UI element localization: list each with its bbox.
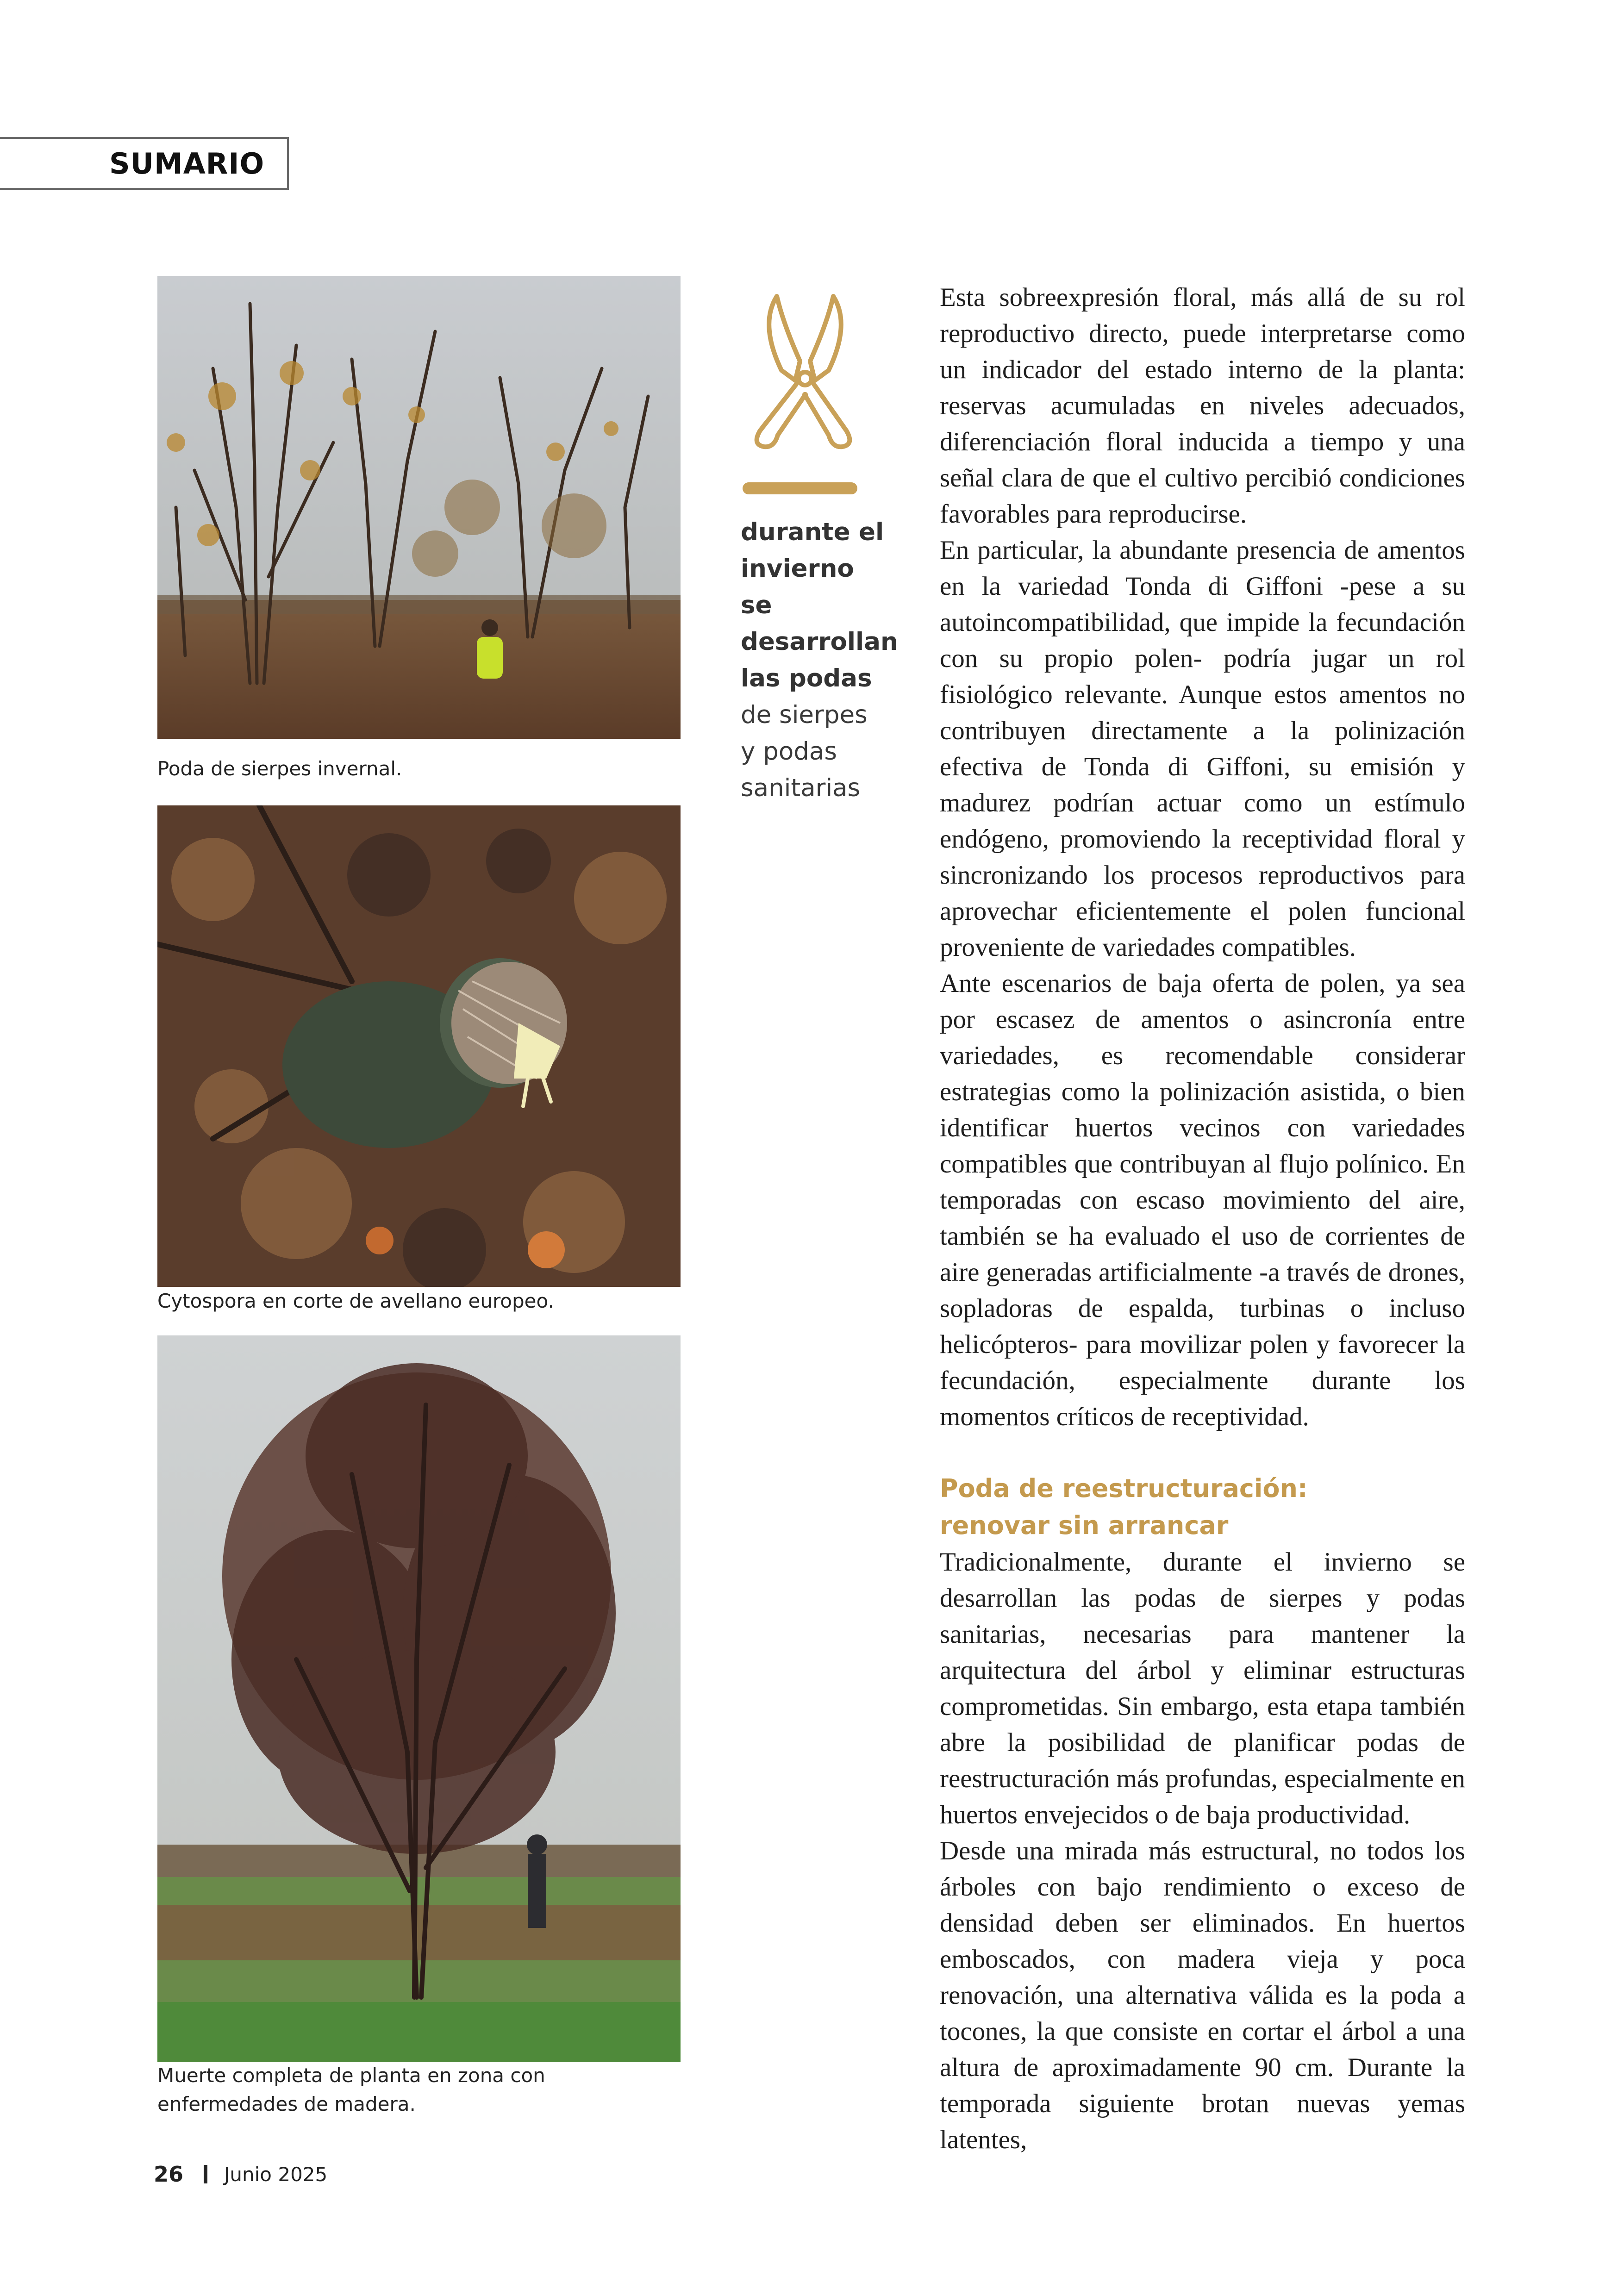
pullquote-line: y podas (741, 737, 837, 766)
photo-caption (157, 2061, 694, 2119)
pullquote-line: invierno se (741, 555, 854, 619)
paragraph: En particular, la abundante presencia de amentos en la variedad Tonda di Giffoni -pese a su autoincompatibilidad, que impide la fecundación con su propio polen- podría jugar un rol fisiológico relevante. Aunque estos amentos no contribuyen directamente a la polinización efectiva de Tonda di Giffoni, su emisión y madurez podrían actuar como un estímulo endógeno, promoviendo la receptividad floral y sincronizando los procesos reproductivos para aprovechar eficientemente el polen funcional proveniente de variedades compatibles. (940, 536, 1465, 962)
paragraph: Desde una mirada más estructural, no todos los árboles con bajo rendimiento o exceso de densidad deben ser eliminados. En huertos emboscados, con madera vieja y poca renovación, una alternativa válida es la poda a tocones, la que consiste en cortar el árbol a una altura de aproximadamente 90 cm. Durante la temporada siguiente brotan nuevas yemas latentes, (940, 1836, 1465, 2154)
pullquote-line: desarrollan (741, 628, 898, 656)
pruning-shears-icon (741, 292, 866, 454)
page-footer (154, 2162, 327, 2187)
photo-cytospora-cut (157, 805, 681, 1287)
paragraph: Ante escenarios de baja oferta de polen, ya sea por escasez de amentos o asincronía entre variedades, es recomendable considerar estrategias como la polinización asistida, o bien identificar huertos vecinos con variedades compatibles que contribuyan al flujo polínico. En temporadas con escaso movimiento del aire, también se ha evaluado el uso de corrientes de aire generadas artificialmente -a través de drones, sopladoras de espalda, turbinas o incluso helicópteros- para movilizar polen y favorecer la fecundación, especialmente durante los momentos críticos de receptividad. (940, 969, 1465, 1431)
photo-winter-pruning (157, 276, 681, 739)
pullquote-line: las podas (741, 664, 872, 692)
section-heading (940, 1470, 1465, 1544)
heading-line: Poda de reestructuración: (940, 1474, 1308, 1503)
pullquote-line: durante el (741, 518, 884, 546)
paragraph: Tradicionalmente, durante el invierno se desarrollan las podas de sierpes y podas sanitarias, necesarias para mantener la arquitectura del árbol y eliminar estructuras comprometidas. Sin embargo, esta etapa también abre la posibilidad de planificar podas de reestructuración más profundas, especialmente en huertos envejecidos o de baja productividad. (940, 1547, 1465, 1829)
section-label: SUMARIO (109, 146, 265, 181)
pullquote-line: sanitarias (741, 774, 861, 802)
section-tab (0, 137, 289, 190)
pullquote (741, 292, 898, 806)
page-number: 26 (154, 2162, 184, 2187)
heading-line: renovar sin arrancar (940, 1511, 1229, 1540)
caption-line: Muerte completa de planta en zona con (157, 2064, 545, 2087)
pullquote-line: de sierpes (741, 701, 868, 729)
caption-line: enfermedades de madera. (157, 2093, 416, 2115)
article-column (940, 280, 1465, 1435)
accent-bar (743, 482, 857, 494)
article-column-2 (940, 1470, 1465, 2158)
photo-dead-tree (157, 1335, 681, 2062)
photo-caption: Cytospora en corte de avellano europeo. (157, 1290, 554, 1312)
paragraph: Esta sobreexpresión floral, más allá de su rol reproductivo directo, puede interpretarse como un indicador del estado interno de la planta: reservas acumuladas en niveles adecuados, diferenciación floral inducida a tiempo y una señal clara de que el cultivo percibió condiciones favorables para reproducirse. (940, 283, 1465, 529)
footer-divider (204, 2165, 207, 2183)
photo-caption: Poda de sierpes invernal. (157, 757, 402, 780)
issue-date: Junio 2025 (224, 2163, 328, 2186)
